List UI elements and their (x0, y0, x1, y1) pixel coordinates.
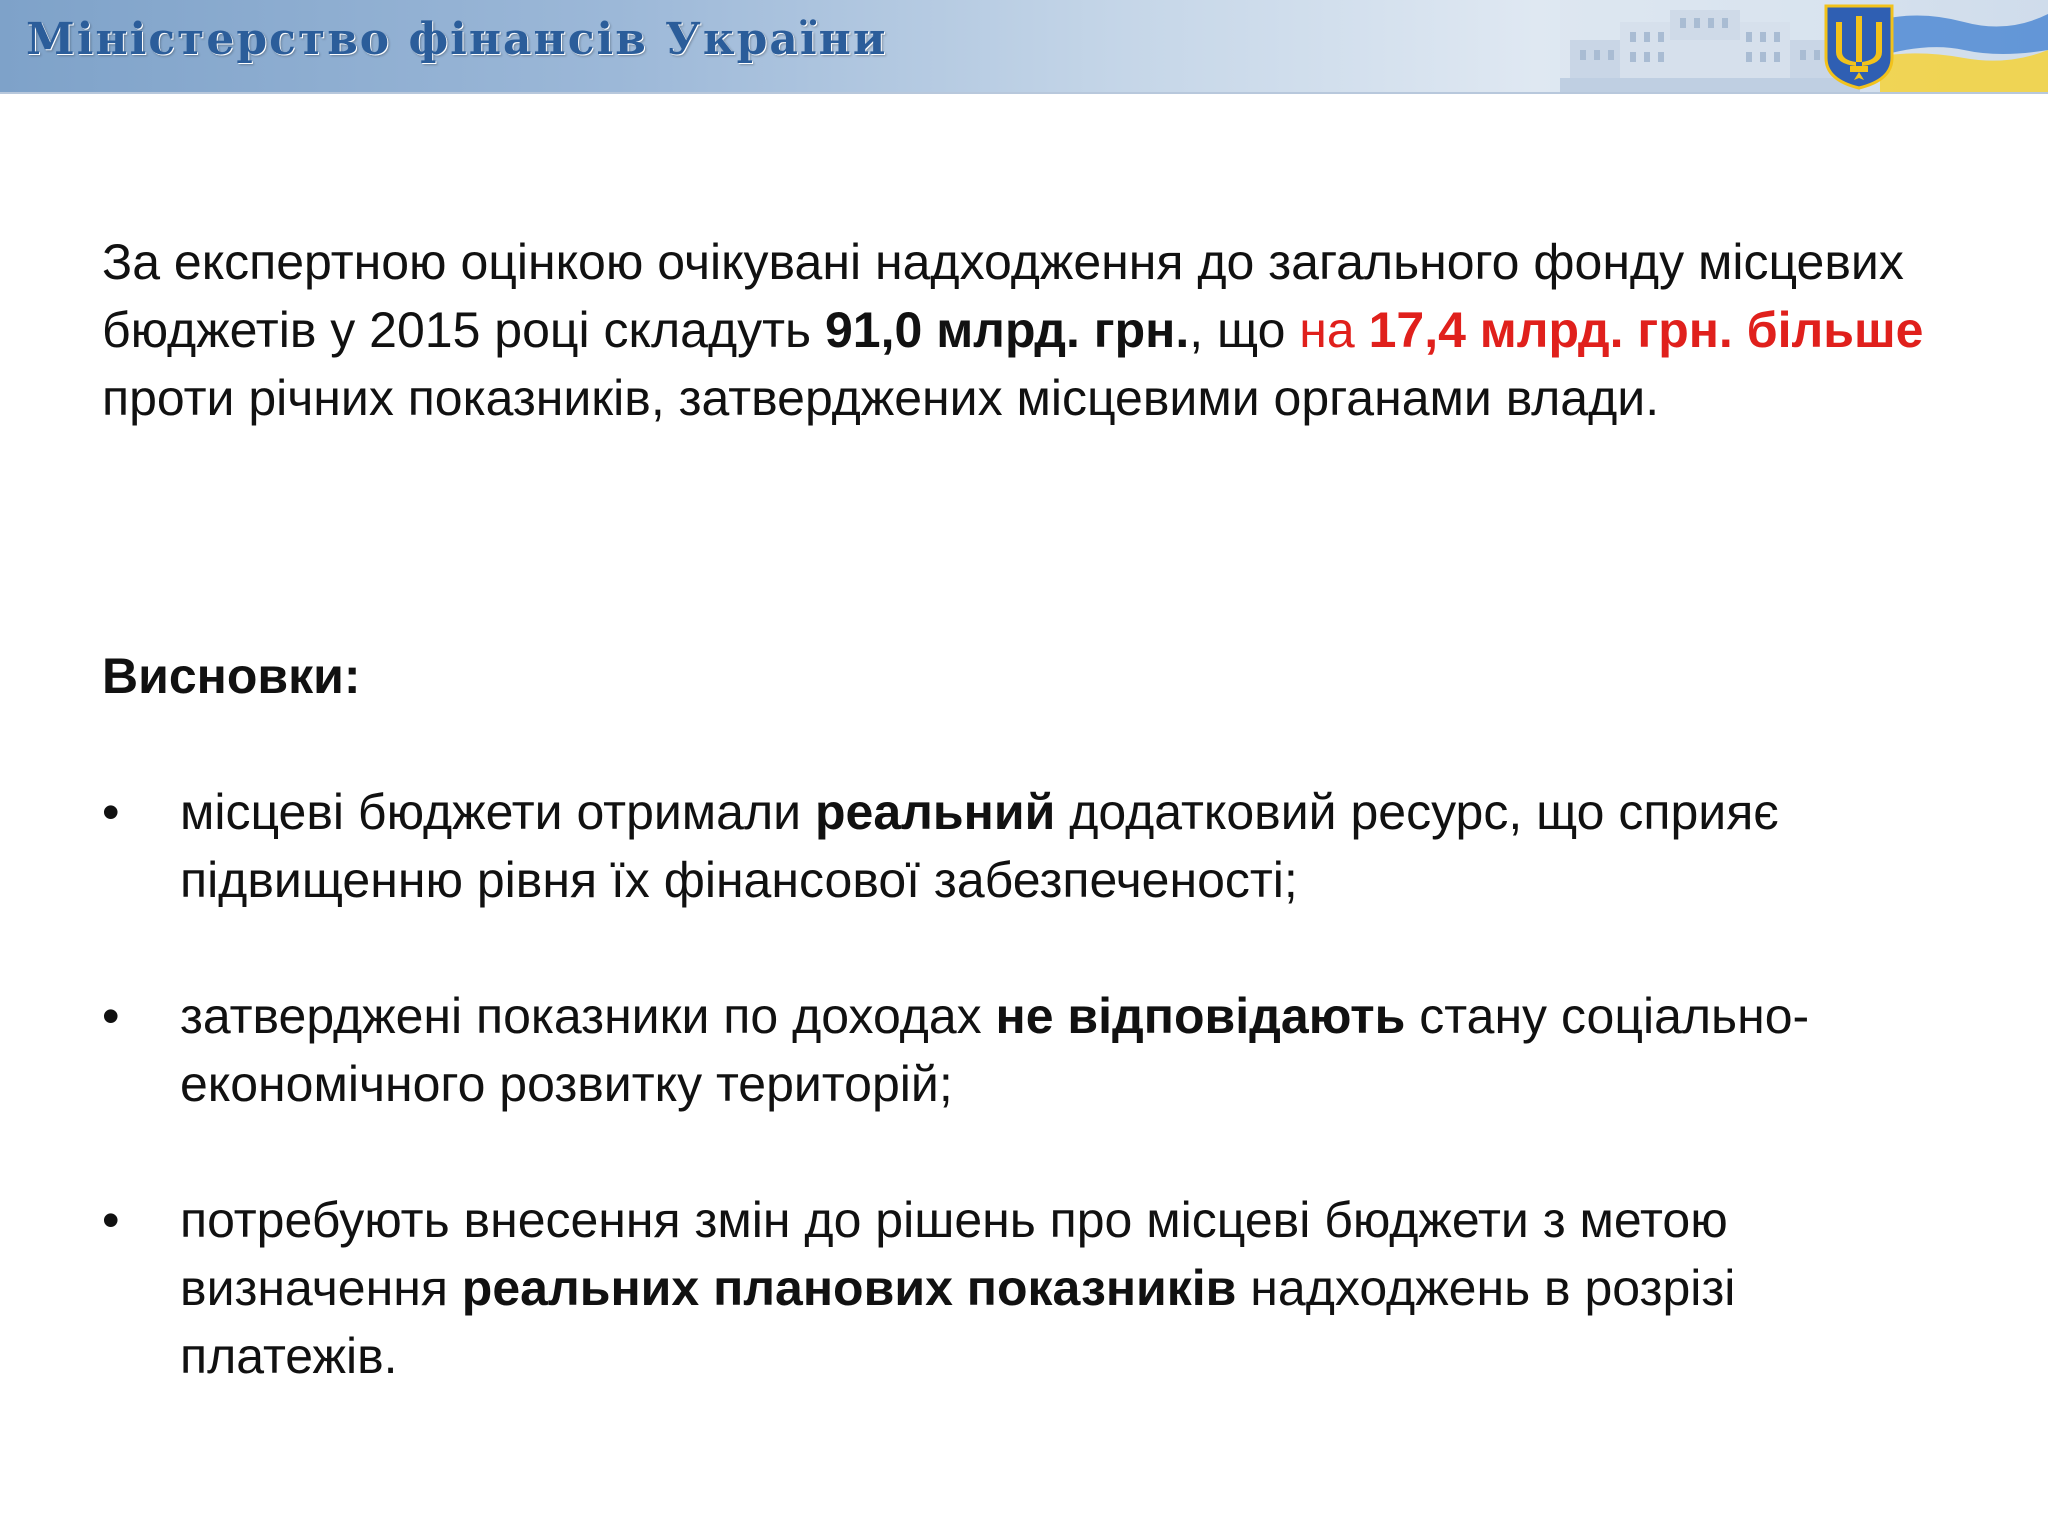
bullet-icon: • (102, 784, 120, 840)
bullet-text: потребують внесення змін до рішень про місцеві бюджети з метою визначення (180, 1192, 1728, 1316)
bullet-text: стану соціально-економічного розвитку територій; (180, 988, 1810, 1112)
bullet-emphasis: реальний (815, 784, 1056, 840)
list-item (102, 778, 1962, 914)
ministry-building-image (1560, 0, 1860, 92)
bullet-text: затверджені показники по доходах (180, 988, 996, 1044)
intro-text-3: проти річних показників, затверджених місцевими органами влади. (102, 370, 1660, 426)
intro-text-1: За експертною оцінкою очікувані надходження до загального фонду місцевих бюджетів у 2015 році складуть (102, 234, 1904, 358)
header-banner (0, 0, 2048, 94)
slide-content (102, 228, 1962, 1384)
bullet-text: надходжень в розрізі платежів. (180, 1260, 1736, 1384)
ukraine-flag-icon (1880, 0, 2048, 92)
bullet-emphasis: реальних планових показників (461, 1260, 1237, 1316)
bullet-icon: • (102, 988, 120, 1044)
ministry-title: Міністерство фінансів України (26, 14, 888, 65)
bullet-text: додатковий ресурс, що сприяє підвищенню рівня їх фінансової забезпеченості; (180, 784, 1779, 908)
list-item (102, 1186, 1962, 1390)
bullet-icon: • (102, 1192, 120, 1248)
intro-amount: 91,0 млрд. грн. (824, 302, 1190, 358)
conclusions-list (102, 778, 1962, 1458)
bullet-text: місцеві бюджети отримали (180, 784, 815, 840)
intro-red-highlight: 17,4 млрд. грн. більше (1368, 302, 1924, 358)
conclusions-heading: Висновки: (102, 648, 361, 704)
intro-paragraph (102, 228, 1962, 432)
bullet-emphasis: не відповідають (995, 988, 1406, 1044)
list-item (102, 982, 1962, 1118)
trident-icon (1820, 2, 1898, 90)
intro-red-text: на (1299, 302, 1369, 358)
intro-text-2: , що (1189, 302, 1300, 358)
